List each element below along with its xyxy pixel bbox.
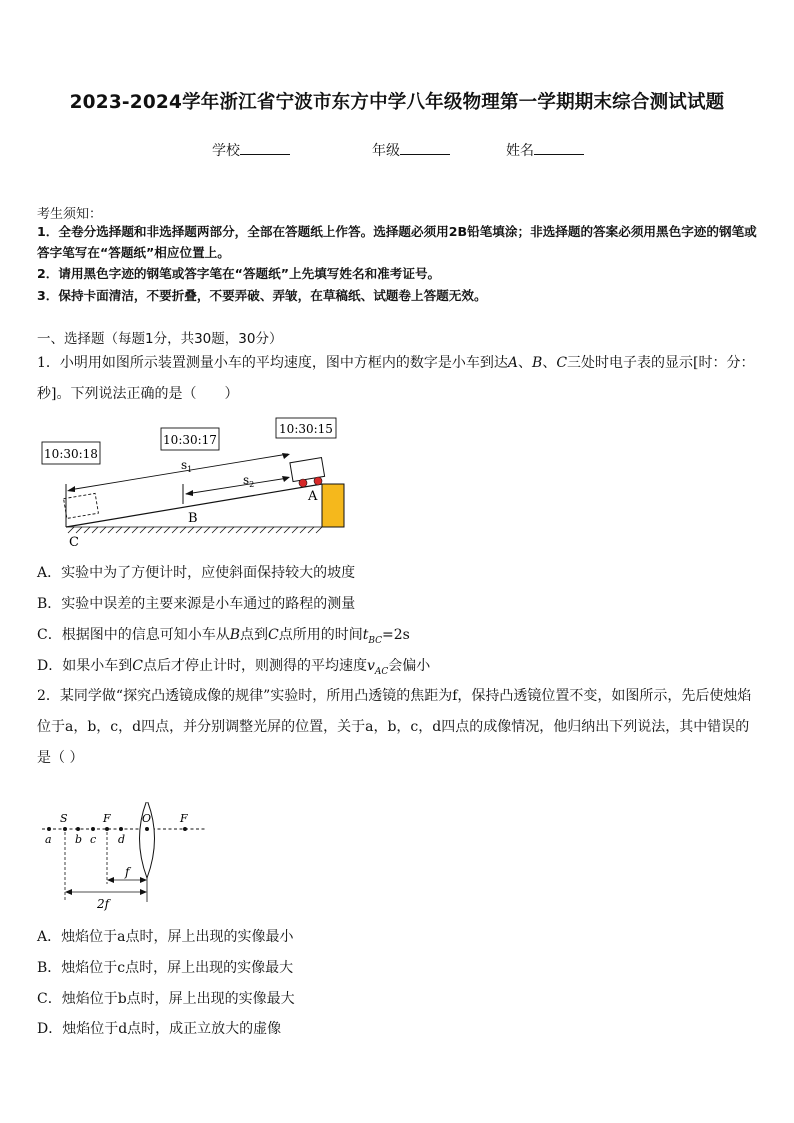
label-a: A: [308, 489, 318, 504]
ground-hatching: [66, 527, 336, 533]
label-f-right: F: [180, 812, 188, 825]
point-d: [119, 827, 123, 831]
notice-heading: 考生须知：: [37, 207, 103, 222]
s1-arrow: [69, 454, 288, 490]
name-blank: [534, 142, 584, 155]
label-c: c: [90, 833, 97, 846]
q1-option-d: D．如果小车到C点后才停止计时，则测得的平均速度$v_{AC}$会偏小: [37, 658, 431, 677]
grade-label: 年级: [372, 143, 400, 159]
q2-option-c: C．烛焰位于b点时，屏上出现的实像最大: [37, 991, 295, 1007]
point-s: [63, 827, 67, 831]
q1-option-b: B．实验中误差的主要来源是小车通过的路程的测量: [37, 596, 356, 612]
point-a: [47, 827, 51, 831]
label-f: f: [125, 865, 130, 879]
point-b: [76, 827, 80, 831]
name-label: 姓名: [506, 143, 534, 159]
label-d: d: [118, 833, 126, 846]
label-f-left: F: [103, 812, 111, 825]
q1-option-a: A．实验中为了方便计时，应使斜面保持较大的坡度: [37, 565, 356, 581]
s1-label: $s_1$: [181, 458, 193, 474]
q2-option-d: D．烛焰位于d点时，成正立放大的虚像: [37, 1021, 282, 1037]
incline-figure: [36, 412, 356, 552]
school-label: 学校: [212, 143, 240, 159]
label-s: S: [60, 812, 68, 825]
label-b: b: [75, 833, 83, 846]
q2-option-b: B．烛焰位于c点时，屏上出现的实像最大: [37, 960, 294, 976]
cart-at-c-dashed: [64, 493, 99, 518]
s2-label: $s_2$: [243, 473, 255, 489]
page-title: 2023-2024学年浙江省宁波市东方中学八年级物理第一学期期末综合测试试题: [69, 92, 725, 113]
point-o: [145, 827, 149, 831]
label-o: O: [142, 812, 152, 825]
question-2-stem: 2．某同学做“探究凸透镜成像的规律”实验时，所用凸透镜的焦距为f，保持凸透镜位置不变，如图所示，先后使烛焰位于a，b，c，d四点，并分别调整光屏的位置，关于a，b，c，d四点的成像情况，他归纳出下列说法，其中错误的是（ ）: [37, 688, 752, 766]
school-field: [212, 140, 290, 160]
label-2f: 2f: [97, 897, 110, 911]
grade-field: [372, 140, 450, 160]
q1-option-c: C．根据图中的信息可知小车从B点到C点所用的时间$t_{BC}=2s$: [37, 627, 410, 646]
timer-b: 10:30:17: [163, 433, 217, 447]
label-b: B: [188, 511, 198, 526]
timer-a: 10:30:15: [279, 422, 333, 436]
school-blank: [240, 142, 290, 155]
s2-arrow: [186, 478, 288, 494]
section-heading: 一、选择题（每题1分，共30题，30分）: [37, 331, 283, 347]
support-block: [322, 484, 344, 527]
notice-item-2: 2．请用黑色字迹的钢笔或答字笔在“答题纸”上先填写姓名和准考证号。: [37, 266, 441, 281]
timer-c: 10:30:18: [44, 447, 98, 461]
question-1-stem: 1．小明用如图所示装置测量小车的平均速度，图中方框内的数字是小车到达A、B、C三处时电子表的显示[时：分：秒]。下列说法正确的是（ ）: [37, 355, 755, 402]
cart-wheel: [314, 477, 322, 485]
q2-option-a: A．烛焰位于a点时，屏上出现的实像最小: [37, 929, 294, 945]
lens-figure: [38, 802, 218, 914]
notice-item-3: 3．保持卡面清洁，不要折叠，不要弄破、弄皱，在草稿纸、试题卷上答题无效。: [37, 288, 487, 303]
grade-blank: [400, 142, 450, 155]
notice-item-1: 1．全卷分选择题和非选择题两部分，全部在答题纸上作答。选择题必须用2B铅笔填涂；非选择题的答案必须用黑色字迹的钢笔或答字笔写在“答题纸”相应位置上。: [37, 224, 757, 260]
cart-wheel: [299, 479, 307, 487]
name-field: [506, 140, 584, 160]
label-a: a: [45, 833, 52, 846]
point-c: [91, 827, 95, 831]
label-c: C: [69, 535, 79, 550]
point-f-right: [183, 827, 187, 831]
point-f-left: [105, 827, 109, 831]
